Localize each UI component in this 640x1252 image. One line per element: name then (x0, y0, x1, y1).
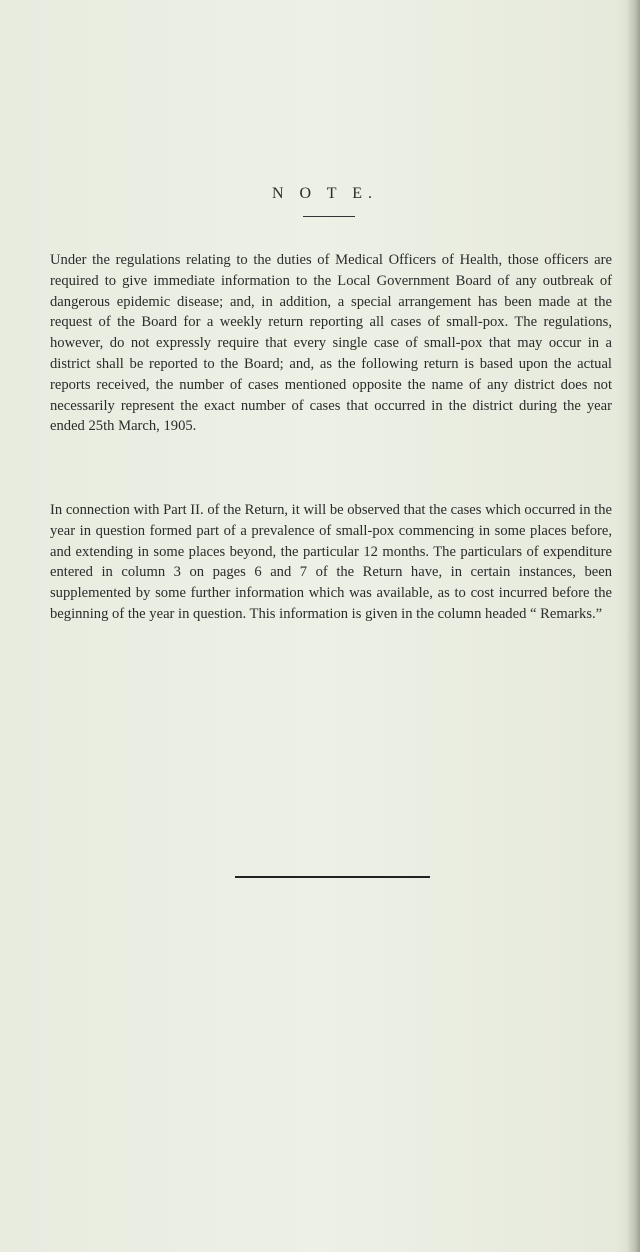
paragraph-2 (50, 500, 612, 625)
paragraph-2-text: In connection with Part II. of the Return, it will be observed that the cases which occurred in the year in question formed part of a prevalence of small-pox commencing in some places before, and extending in some places beyond, the particular 12 months. The particulars of expenditure entered in column 3 on pages 6 and 7 of the Return have, in certain instances, been supplemented by some further information which was available, as to cost incurred before the beginning of the year in question. This information is given in the column headed “ Remarks.” (50, 502, 612, 622)
paragraph-1 (50, 250, 612, 437)
closing-divider (235, 876, 430, 878)
paragraph-1-text: Under the regulations relating to the duties of Medical Officers of Health, those officers are required to give immediate information to the Local Government Board of any outbreak of dangerous epidemic disease; and, in addition, a special arrangement has been made at the request of the Board for a weekly return reporting all cases of small-pox. The regulations, however, do not expressly require that every single case of small-pox that may occur in a district shall be reported to the Board; and, as the following return is based upon the actual reports received, the number of cases mentioned opposite the name of any district does not necessarily represent the exact number of cases that occurred in the district during the year ended 25th March, 1905. (50, 252, 612, 435)
page-title: N O T E. (271, 185, 379, 202)
heading-divider (303, 216, 355, 217)
